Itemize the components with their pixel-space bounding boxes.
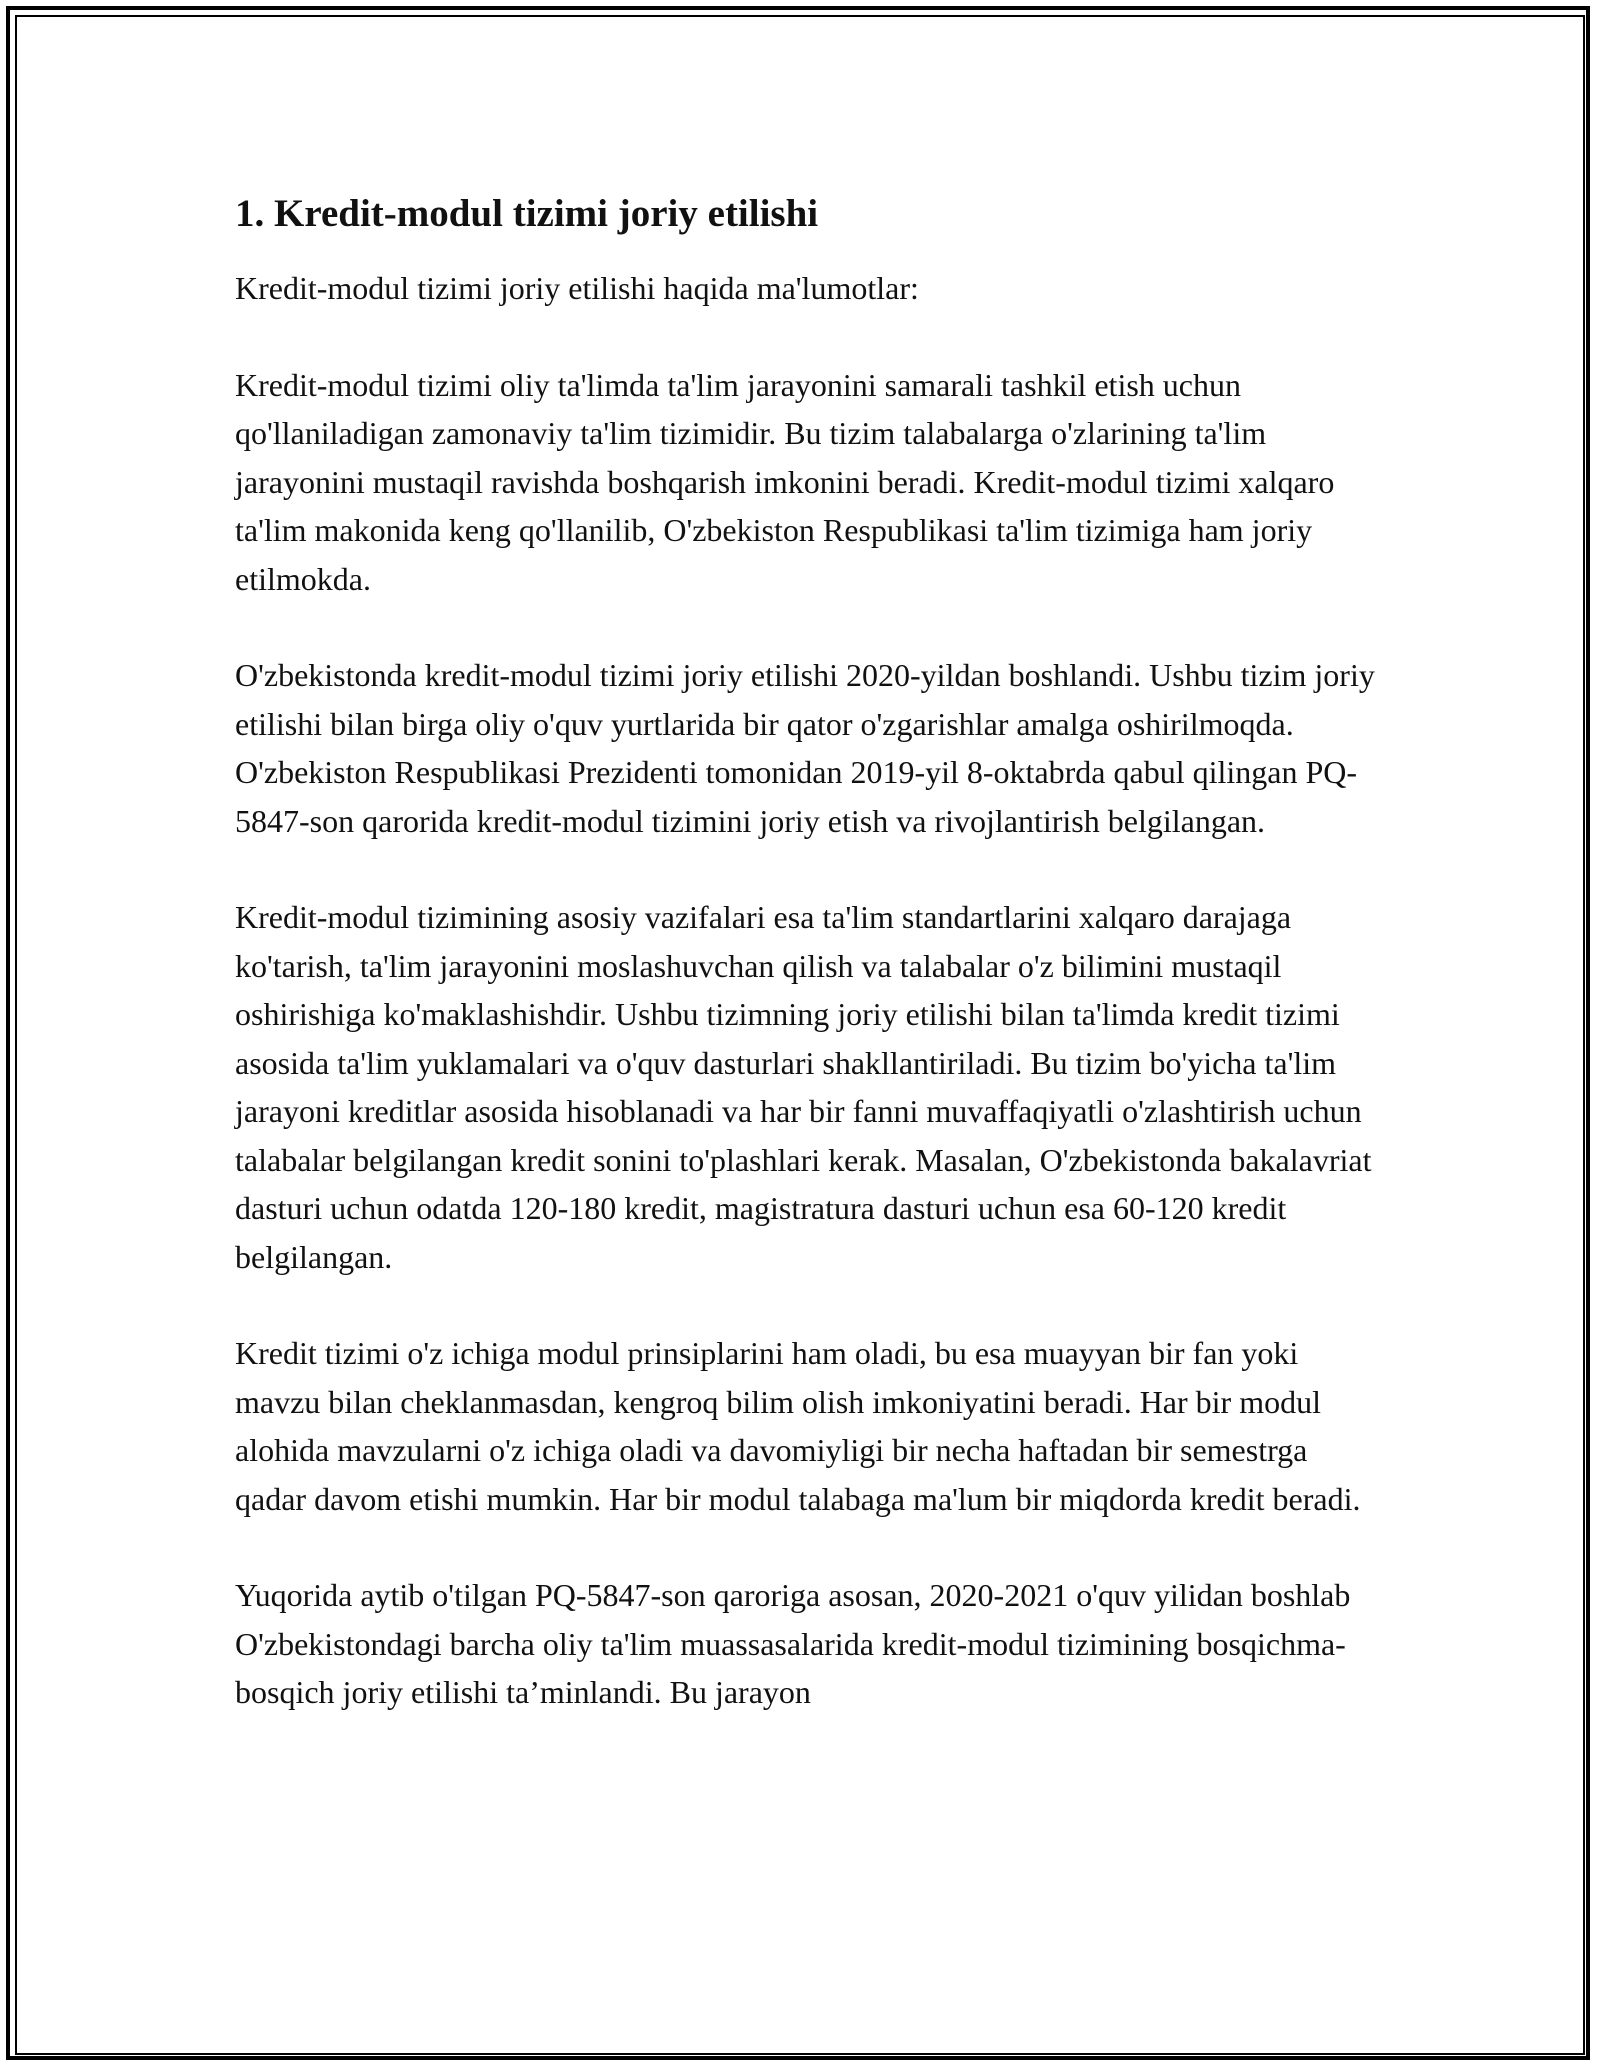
paragraph-1: Kredit-modul tizimi oliy ta'limda ta'lim jarayonini samarali tashkil etish uchun qo'llaniladigan zamonaviy ta'lim tizimidir. Bu tizim talabalarga o'zlarining ta'lim jarayonini mustaqil ravishda boshqarish imkonini beradi. Kredit-modul tizimi xalqaro ta'lim makonida keng qo'llanilib, O'zbekiston Respublikasi ta'lim tizimiga ham joriy etilmokda. [235,366,1335,597]
paragraph-5: Yuqorida aytib o'tilgan PQ-5847-son qaroriga asosan, 2020-2021 o'quv yilidan boshlab O'zbekistondagi barcha oliy ta'lim muassasalarida kredit-modul tizimining bosqichma-bosqich joriy etilishi ta’minlandi. Bu jarayon [235,1577,1351,1710]
document-body [235,186,1375,1765]
section-heading: 1. Kredit-modul tizimi joriy etilishi [235,192,819,235]
paragraph-4: Kredit tizimi o'z ichiga modul prinsiplarini ham oladi, bu esa muayyan bir fan yoki mavzu bilan cheklanmasdan, kengroq bilim olish imkoniyatini beradi. Har bir modul alohida mavzularni o'z ichiga oladi va davomiyligi bir necha haftadan bir semestrga qadar davom etishi mumkin. Har bir modul talabaga ma'lum bir miqdorda kredit beradi. [235,1335,1361,1517]
paragraph-2: O'zbekistonda kredit-modul tizimi joriy etilishi 2020-yildan boshlandi. Ushbu tizim joriy etilishi bilan birga oliy o'quv yurtlarida bir qator o'zgarishlar amalga oshirilmoqda. O'zbekiston Respublikasi Prezidenti tomonidan 2019-yil 8-oktabrda qabul qilingan PQ-5847-son qarorida kredit-modul tizimini joriy etish va rivojlantirish belgilangan. [235,657,1375,839]
paragraph-3: Kredit-modul tizimining asosiy vazifalari esa ta'lim standartlarini xalqaro darajaga ko'tarish, ta'lim jarayonini moslashuvchan qilish va talabalar o'z bilimini mustaqil oshirishiga ko'maklashishdir. Ushbu tizimning joriy etilishi bilan ta'limda kredit tizimi asosida ta'lim yuklamalari va o'quv dasturlari shakllantiriladi. Bu tizim bo'yicha ta'lim jarayoni kreditlar asosida hisoblanadi va har bir fanni muvaffaqiyatli o'zlashtirish uchun talabalar belgilangan kredit sonini to'plashlari kerak. Masalan, O'zbekistonda bakalavriat dasturi uchun odatda 120-180 kredit, magistratura dasturi uchun esa 60-120 kredit belgilangan. [235,899,1372,1275]
intro-paragraph: Kredit-modul tizimi joriy etilishi haqida ma'lumotlar: [235,270,919,306]
